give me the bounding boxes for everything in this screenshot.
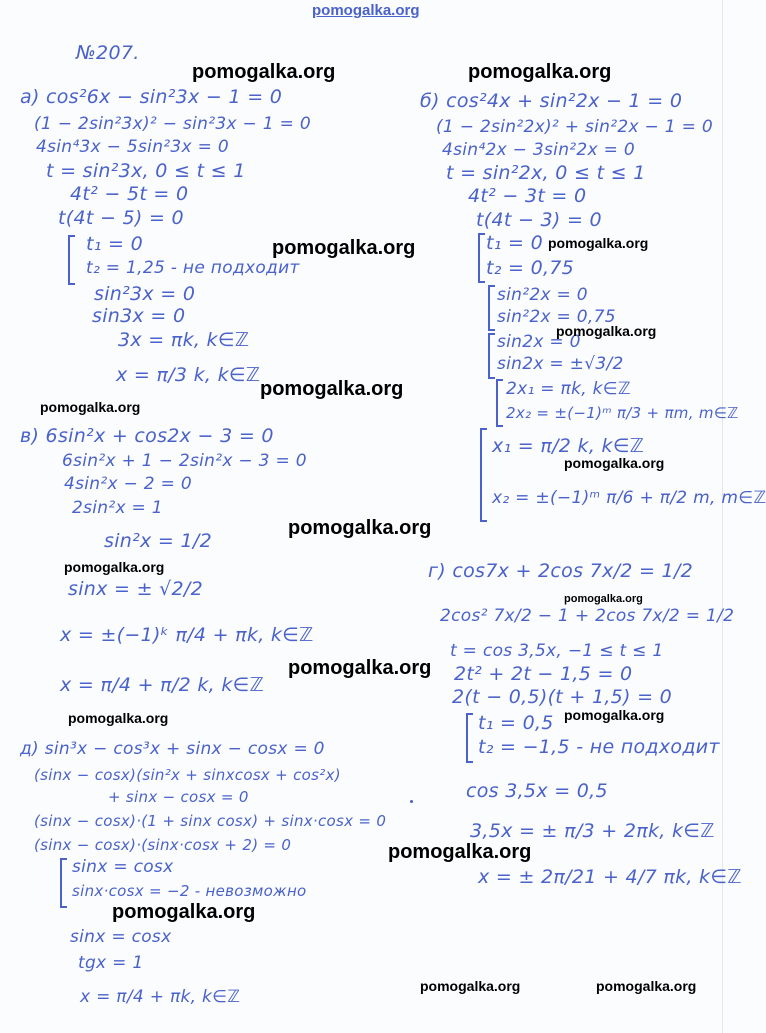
watermark: pomogalka.org [556, 323, 657, 339]
part-d-line-4: (sinx − cosx)·(1 + sinx cosx) + sinx·cosx = 0 [34, 812, 387, 830]
part-a-line-1: а) cos²6x − sin²3x − 1 = 0 [20, 86, 283, 108]
part-b-line-14: 2x₂ = ±(−1)ᵐ π/3 + πm, m∈ℤ [506, 404, 739, 422]
part-v-line-5: sin²x = 1/2 [104, 530, 212, 552]
part-a-line-3: 4sin⁴3x − 5sin²3x = 0 [36, 137, 229, 157]
part-b-line-3: 4sin⁴2x − 3sin²2x = 0 [442, 140, 635, 160]
part-v-line-1: в) 6sin²x + cos2x − 3 = 0 [20, 425, 274, 447]
part-b-line-15: x₁ = π/2 k, k∈ℤ [492, 435, 645, 457]
part-v-line-2: 6sin²x + 1 − 2sin²x − 3 = 0 [62, 451, 307, 471]
part-d-line-10: x = π/4 + πk, k∈ℤ [80, 987, 241, 1007]
part-a-line-7: t₁ = 0 [86, 233, 143, 255]
watermark: pomogalka.org [288, 517, 432, 539]
part-b-bracket-2x [496, 379, 503, 427]
part-g-line-10: x = ± 2π/21 + 4/7 πk, k∈ℤ [478, 866, 742, 888]
part-v-line-8: x = π/4 + π/2 k, k∈ℤ [60, 674, 264, 696]
watermark: pomogalka.org [468, 61, 612, 83]
part-d-line-8: sinx = cosx [70, 927, 172, 947]
part-v-line-6: sinx = ± √2/2 [68, 578, 204, 600]
part-a-line-6: t(4t − 5) = 0 [58, 207, 184, 229]
watermark: pomogalka.org [192, 61, 336, 83]
part-b-line-1: б) cos²4x + sin²2x − 1 = 0 [420, 90, 683, 112]
part-b-line-16: x₂ = ±(−1)ᵐ π/6 + π/2 m, m∈ℤ [492, 488, 766, 508]
watermark: pomogalka.org [596, 978, 697, 994]
watermark: pomogalka.org [40, 399, 141, 415]
watermark: pomogalka.org [260, 378, 404, 400]
part-b-line-6: t(4t − 3) = 0 [476, 209, 602, 231]
part-g-line-8: cos 3,5x = 0,5 [466, 780, 608, 802]
part-b-line-2: (1 − 2sin²2x)² + sin²2x − 1 = 0 [436, 117, 713, 137]
part-d-line-5: (sinx − cosx)·(sinx·cosx + 2) = 0 [34, 836, 292, 854]
watermark: pomogalka.org [548, 235, 649, 251]
watermark: pomogalka.org [564, 455, 665, 471]
watermark: pomogalka.org [564, 593, 643, 605]
watermark: pomogalka.org [68, 710, 169, 726]
watermark: pomogalka.org [272, 237, 416, 259]
watermark: pomogalka.org [112, 901, 256, 923]
part-b-line-7: t₁ = 0 [486, 232, 543, 254]
part-a-line-4: t = sin²3x, 0 ≤ t ≤ 1 [46, 160, 246, 182]
part-d-line-7: sinx·cosx = −2 - невозможно [72, 882, 307, 900]
part-v-line-7: x = ±(−1)ᵏ π/4 + πk, k∈ℤ [60, 624, 314, 646]
part-a-line-12: x = π/3 k, k∈ℤ [116, 364, 261, 386]
watermark: pomogalka.org [388, 841, 532, 863]
part-b-line-12: sin2x = ±√3/2 [497, 354, 624, 374]
part-b-line-9: sin²2x = 0 [497, 285, 588, 305]
part-v-line-4: 2sin²x = 1 [72, 498, 163, 518]
watermark: pomogalka.org [64, 559, 165, 575]
part-d-line-1: д) sin³x − cos³x + sinx − cosx = 0 [20, 739, 325, 759]
part-b-line-5: 4t² − 3t = 0 [468, 185, 587, 207]
part-a-line-2: (1 − 2sin²3x)² − sin²3x − 1 = 0 [34, 114, 311, 134]
problem-number: №207. [76, 42, 140, 64]
part-a-bracket [68, 235, 75, 285]
part-b-bracket-sin [488, 333, 495, 379]
part-b-line-8: t₂ = 0,75 [486, 257, 575, 279]
part-b-line-10: sin²2x = 0,75 [497, 307, 616, 327]
site-header-link[interactable]: pomogalka.org [312, 2, 420, 19]
watermark: pomogalka.org [564, 707, 665, 723]
ink-dot [410, 800, 413, 803]
part-g-line-9: 3,5x = ± π/3 + 2πk, k∈ℤ [470, 820, 715, 842]
part-d-line-3: + sinx − cosx = 0 [108, 788, 249, 806]
part-d-line-2: (sinx − cosx)(sin²x + sinxcosx + cos²x) [34, 766, 341, 784]
part-b-bracket-x [480, 428, 487, 522]
part-g-line-5: 2(t − 0,5)(t + 1,5) = 0 [452, 686, 673, 708]
part-a-line-11: 3x = πk, k∈ℤ [118, 329, 250, 351]
part-g-line-4: 2t² + 2t − 1,5 = 0 [454, 663, 633, 685]
watermark: pomogalka.org [288, 657, 432, 679]
part-g-bracket [466, 713, 473, 763]
part-g-line-6: t₁ = 0,5 [478, 712, 554, 734]
watermark: pomogalka.org [420, 978, 521, 994]
part-b-bracket-t [478, 233, 485, 283]
part-a-line-5: 4t² − 5t = 0 [70, 183, 189, 205]
part-d-line-9: tgx = 1 [78, 953, 144, 973]
part-a-line-10: sin3x = 0 [92, 305, 186, 327]
part-g-line-3: t = cos 3,5x, −1 ≤ t ≤ 1 [450, 641, 664, 661]
part-d-bracket [60, 858, 67, 908]
part-g-line-1: г) cos7x + 2cos 7x/2 = 1/2 [428, 560, 694, 582]
part-b-line-11: sin2x = 0 [497, 332, 581, 352]
part-g-line-7: t₂ = −1,5 - не подходит [478, 736, 720, 758]
part-d-line-6: sinx = cosx [72, 857, 174, 877]
part-b-bracket-sin2 [488, 285, 495, 331]
part-v-line-3: 4sin²x − 2 = 0 [64, 474, 192, 494]
part-b-line-13: 2x₁ = πk, k∈ℤ [506, 379, 631, 399]
part-a-line-9: sin²3x = 0 [94, 283, 196, 305]
part-b-line-4: t = sin²2x, 0 ≤ t ≤ 1 [446, 162, 646, 184]
part-g-line-2: 2cos² 7x/2 − 1 + 2cos 7x/2 = 1/2 [440, 606, 735, 626]
part-a-line-8: t₂ = 1,25 - не подходит [86, 258, 300, 278]
